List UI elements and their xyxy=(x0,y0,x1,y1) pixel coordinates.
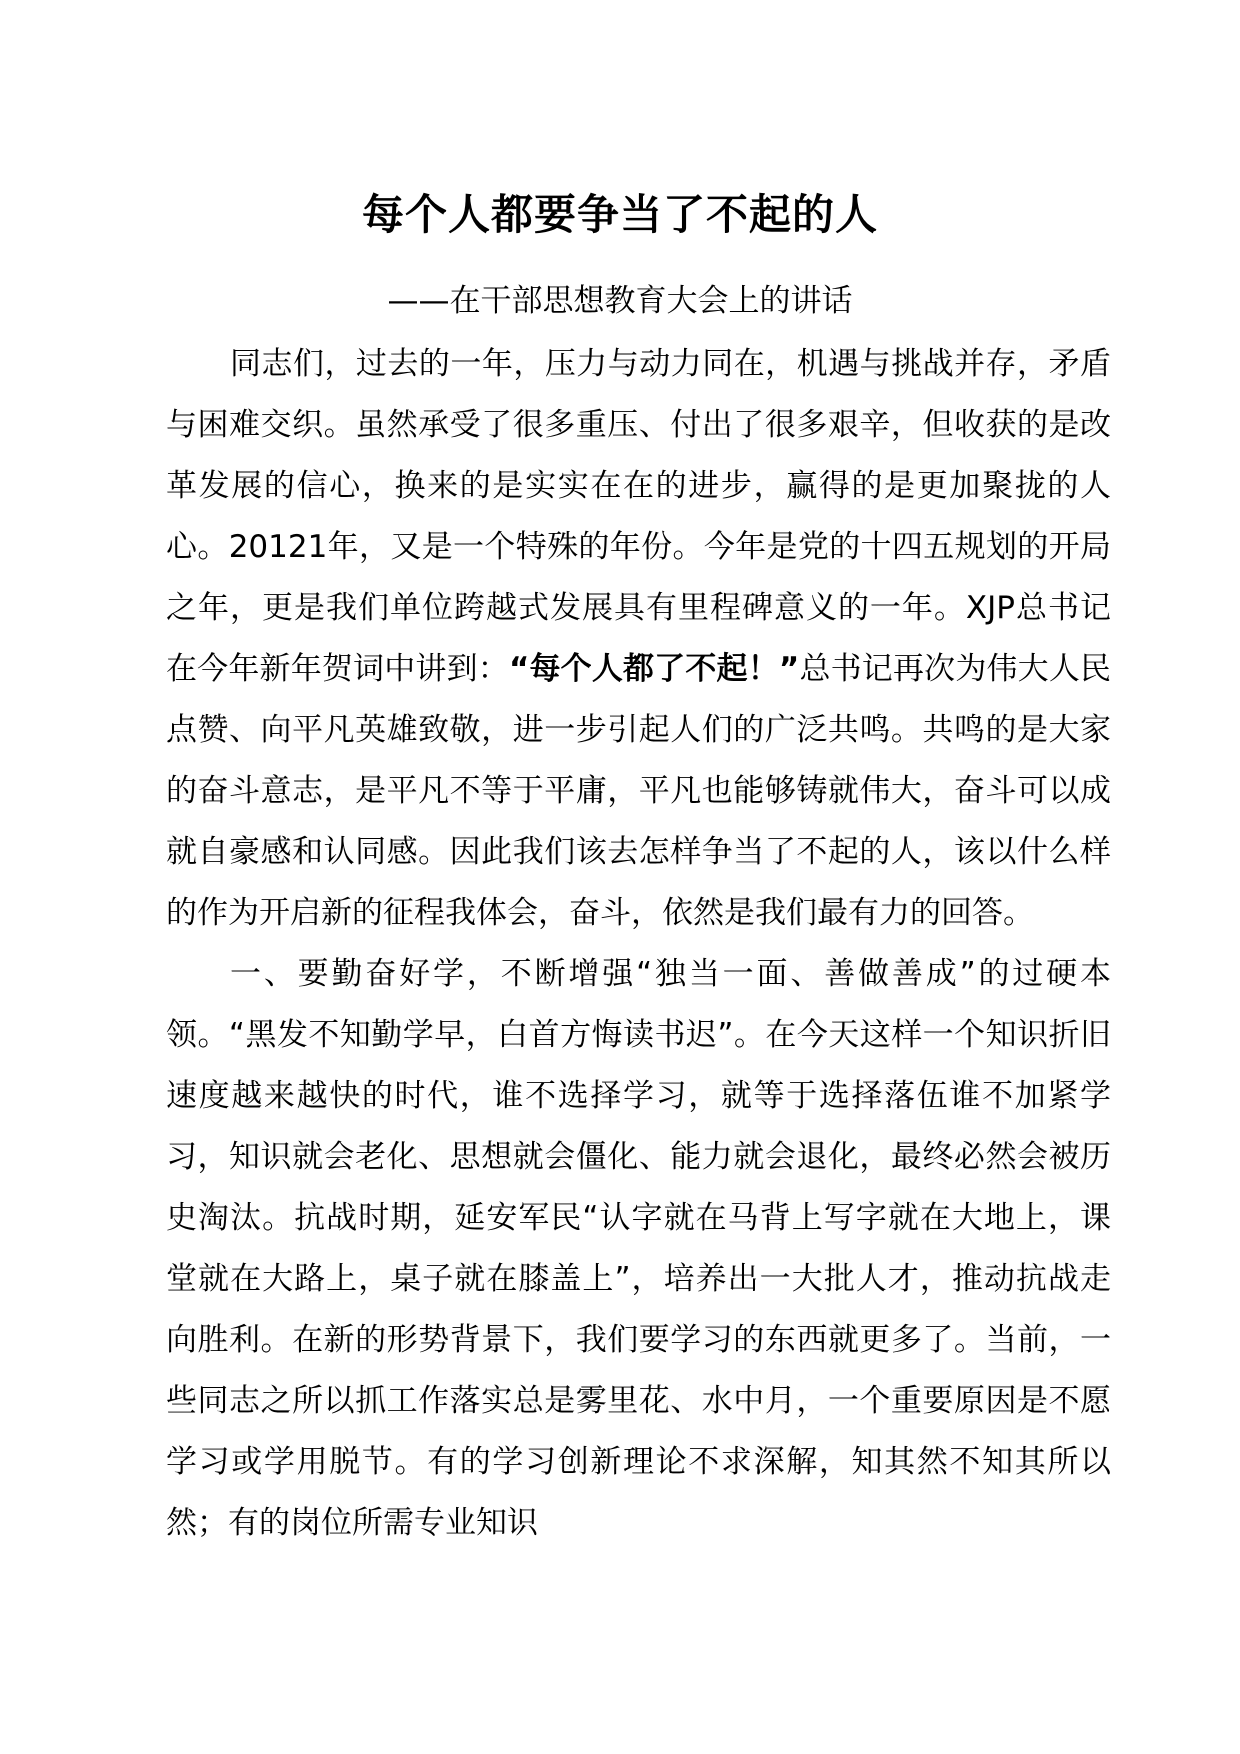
document-title: 每个人都要争当了不起的人 xyxy=(361,190,878,239)
paragraph-intro-part1: 同志们，过去的一年，压力与动力同在，机遇与挑战并存，矛盾与困难交织。虽然承受了很多重压、付出了很多艰辛，但收获的是改革发展的信心，换来的是实实在在的进步，赢得的是更加聚拢的人心。20121年，又是一个特殊的年份。今年是党的十四五规划的开局之年，更是我们单位跨越式发展具有里程碑意义的一年。XJP总书记在今年新年贺词中讲到： xyxy=(166,346,1111,687)
paragraph-intro xyxy=(166,334,1111,944)
document-subtitle: ——在干部思想教育大会上的讲话 xyxy=(387,283,853,319)
paragraph-intro-part2: 总书记再次为伟大人民点赞、向平凡英雄致敬，进一步引起人们的广泛共鸣。共鸣的是大家的奋斗意志，是平凡不等于平庸，平凡也能够铸就伟大，奋斗可以成就自豪感和认同感。因此我们该去怎样争当了不起的人，该以什么样的作为开启新的征程我体会，奋斗，依然是我们最有力的回答。 xyxy=(166,651,1112,931)
new-year-quote: “每个人都了不起！” xyxy=(508,651,800,687)
paragraph-section-one: 一、要勤奋好学，不断增强“独当一面、善做善成”的过硬本领。“黑发不知勤学早，白首方悔读书迟”。在今天这样一个知识折旧速度越来越快的时代，谁不选择学习，就等于选择落伍谁不加紧学习，知识就会老化、思想就会僵化、能力就会退化，最终必然会被历史淘汰。抗战时期，延安军民“认字就在马背上写字就在大地上，课堂就在大路上，桌子就在膝盖上”，培养出一大批人才，推动抗战走向胜利。在新的形势背景下，我们要学习的东西就更多了。当前，一些同志之所以抓工作落实总是雾里花、水中月，一个重要原因是不愿学习或学用脱节。有的学习创新理论不求深解，知其然不知其所以然；有的岗位所需专业知识 xyxy=(166,956,1111,1541)
document-body xyxy=(166,334,1111,1554)
